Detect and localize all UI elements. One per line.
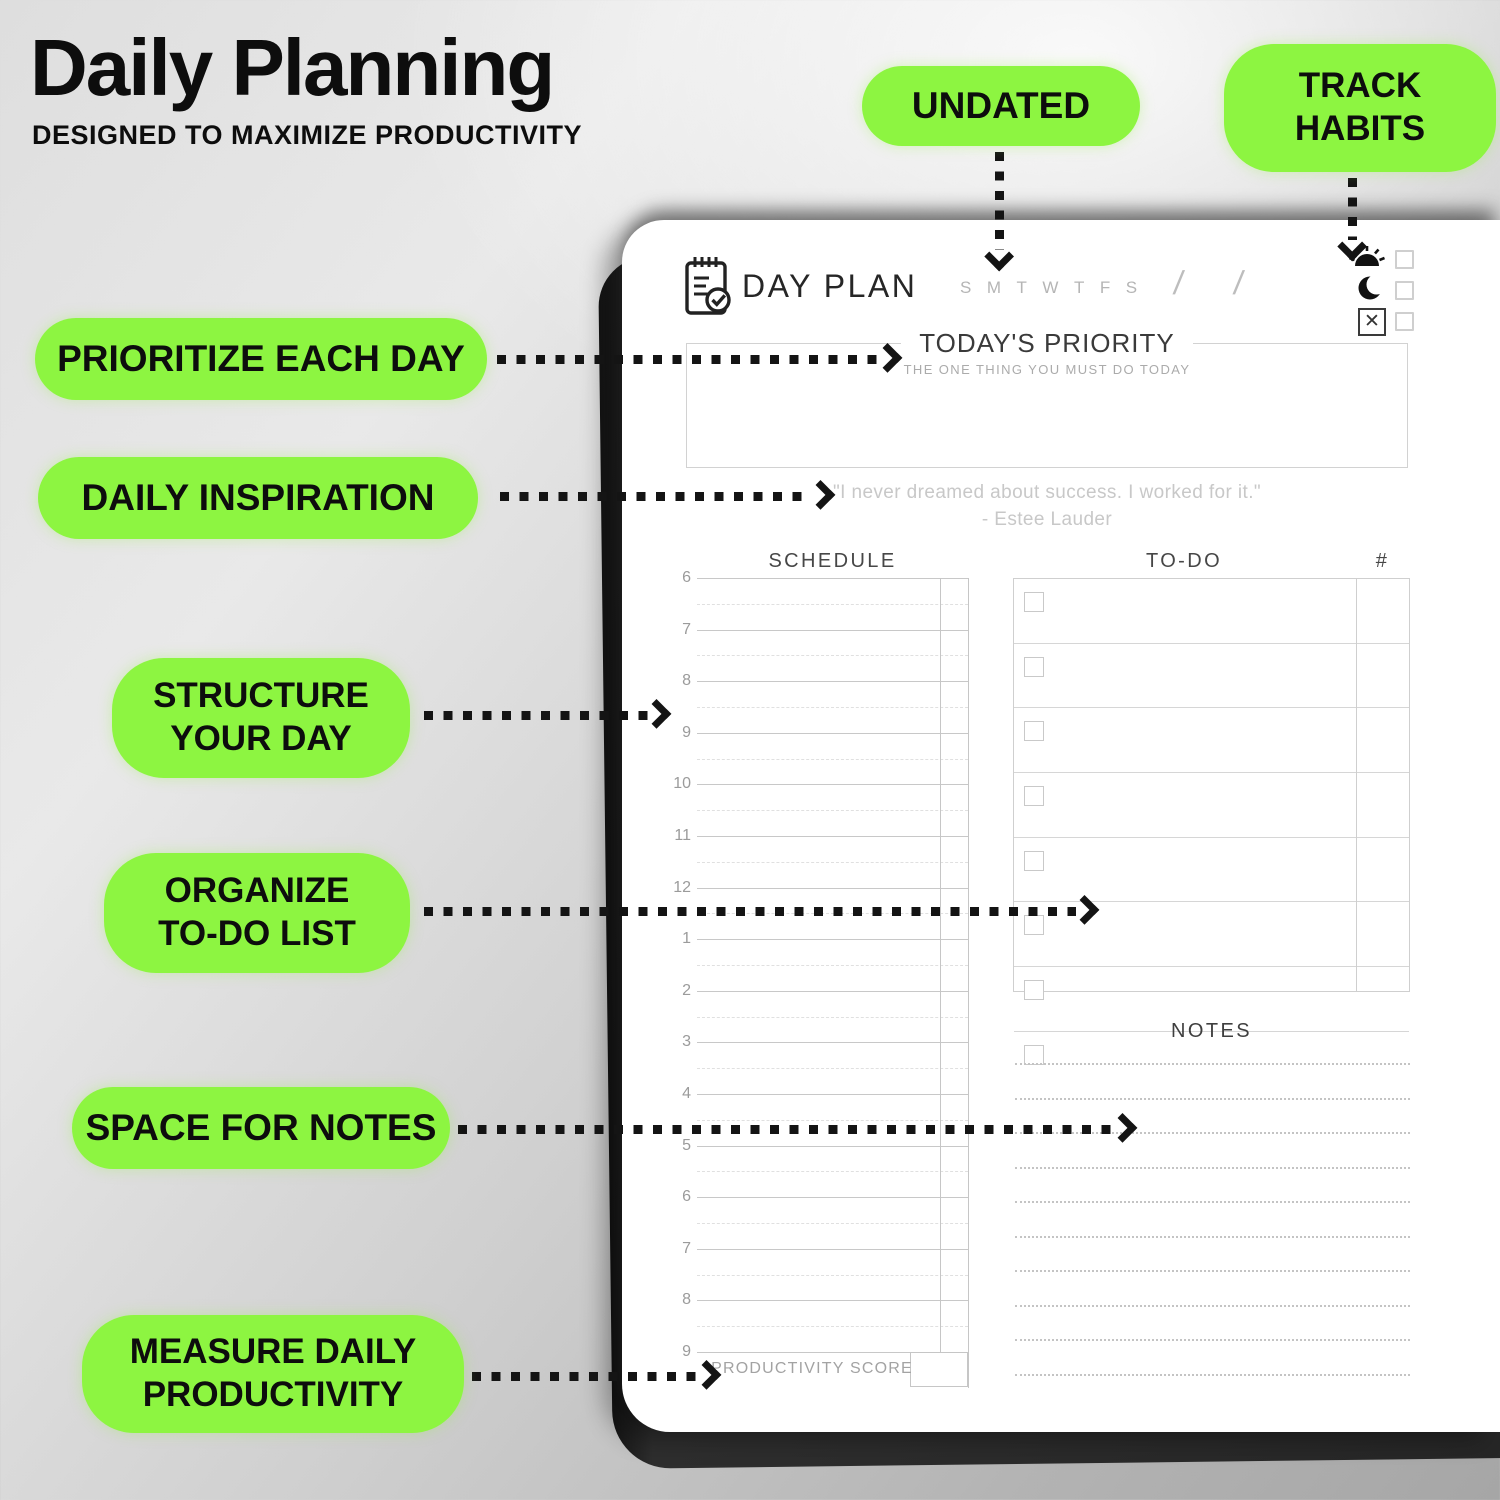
todo-checkbox[interactable] (1024, 721, 1044, 741)
day-letter: M (986, 278, 1002, 297)
hour-label: 10 (673, 775, 691, 793)
hour-label: 12 (673, 878, 691, 896)
day-letter: T (1016, 278, 1028, 297)
track-habits-arrow (1348, 178, 1357, 240)
half-hour-line (697, 862, 968, 863)
undated-arrow (995, 152, 1004, 250)
hour-label: 8 (682, 1291, 691, 1309)
half-hour-line (697, 1068, 968, 1069)
hour-line (697, 1249, 968, 1250)
hour-line (697, 888, 968, 889)
date-slash: / (1171, 264, 1186, 301)
hour-label: 7 (682, 620, 691, 638)
todo-row (1014, 786, 1409, 838)
note-line (1015, 1270, 1410, 1272)
note-line (1015, 1339, 1410, 1341)
todo-row (1014, 592, 1409, 644)
todo-checkbox[interactable] (1024, 786, 1044, 806)
hour-line (697, 784, 968, 785)
hour-line (697, 939, 968, 940)
priority-title: TODAY'S PRIORITY (687, 328, 1407, 359)
todo-table (1013, 578, 1410, 992)
half-hour-line (697, 1017, 968, 1018)
todo-row (1014, 657, 1409, 709)
note-line (1015, 1201, 1410, 1203)
hour-label: 7 (682, 1239, 691, 1257)
hour-line (697, 1042, 968, 1043)
space-notes-arrow (458, 1125, 1114, 1134)
hour-label: 4 (682, 1085, 691, 1102)
todo-checkbox[interactable] (1024, 592, 1044, 612)
measure-arrow (472, 1372, 698, 1381)
half-hour-line (697, 1326, 968, 1327)
productivity-score-label: PRODUCTIVITY SCORE (711, 1360, 913, 1377)
habit-tracker (1334, 244, 1414, 337)
productivity-score-box[interactable] (910, 1352, 968, 1387)
hour-label: 11 (674, 827, 691, 844)
hour-line (697, 1094, 968, 1095)
half-hour-line (697, 965, 968, 966)
half-hour-line (697, 759, 968, 760)
page-subtitle: DESIGNED TO MAXIMIZE PRODUCTIVITY (32, 120, 583, 150)
callout-measure-label: MEASURE DAILY PRODUCTIVITY (129, 1332, 417, 1414)
note-line (1015, 1167, 1410, 1169)
day-letter: S (1125, 278, 1138, 297)
callout-organize (104, 853, 410, 973)
half-hour-line (697, 604, 968, 605)
hour-label: 5 (682, 1136, 691, 1154)
hour-line (697, 733, 968, 734)
prioritize-arrow (497, 355, 879, 364)
callout-prioritize: PRIORITIZE EACH DAY (35, 318, 487, 400)
notes-header: NOTES (1171, 1020, 1252, 1042)
callout-measure (82, 1315, 464, 1433)
daily-quote (686, 482, 1408, 531)
priority-subtitle: THE ONE THING YOU MUST DO TODAY (903, 362, 1191, 377)
hour-line (697, 630, 968, 631)
clipboard-icon (683, 254, 735, 323)
todo-count-header: # (1375, 550, 1390, 572)
half-hour-line (697, 1171, 968, 1172)
todo-checkbox[interactable] (1024, 1045, 1044, 1065)
todo-checkbox[interactable] (1024, 851, 1044, 871)
callout-track-habits-label: TRACK HABITS (1294, 66, 1426, 148)
hour-label: 6 (682, 569, 691, 586)
note-line (1015, 1063, 1410, 1065)
hour-label: 1 (682, 930, 691, 948)
half-hour-line (697, 810, 968, 811)
note-line (1015, 1098, 1410, 1100)
todo-checkbox[interactable] (1024, 980, 1044, 1000)
weekday-letters (960, 278, 1138, 298)
todo-count-divider (1356, 579, 1357, 991)
hour-line (697, 1300, 968, 1301)
schedule-divider-line (940, 578, 941, 1352)
hour-label: 3 (682, 1033, 691, 1051)
habit-checkbox[interactable] (1395, 281, 1414, 300)
callout-structure-label: STRUCTURE YOUR DAY (153, 676, 369, 758)
x-checkbox-icon: ✕ (1358, 308, 1386, 336)
note-line (1015, 1305, 1410, 1307)
callout-organize-label: ORGANIZE TO-DO LIST (158, 871, 356, 953)
half-hour-line (697, 1223, 968, 1224)
half-hour-line (697, 1275, 968, 1276)
todo-row (1014, 1045, 1409, 1097)
hour-label: 9 (682, 1343, 691, 1360)
hour-label: 2 (682, 981, 691, 999)
page-title: Daily Planning (30, 23, 554, 112)
todo-row (1014, 851, 1409, 903)
hour-line (697, 836, 968, 837)
structure-arrow (424, 711, 648, 720)
half-hour-line (697, 707, 968, 708)
callout-track-habits (1224, 44, 1496, 172)
schedule-edge-line (968, 578, 969, 1388)
callout-undated: UNDATED (862, 66, 1140, 146)
day-letter: T (1073, 278, 1085, 297)
note-line (1015, 1374, 1410, 1376)
hour-label: 8 (682, 672, 691, 690)
hour-line (697, 1146, 968, 1147)
hour-line (697, 578, 968, 579)
todo-checkbox[interactable] (1024, 657, 1044, 677)
hour-line (697, 1197, 968, 1198)
half-hour-line (697, 655, 968, 656)
quote-author: - Estee Lauder (981, 509, 1113, 530)
hour-label: 9 (682, 723, 691, 741)
headline-block (30, 23, 583, 151)
todo-checkbox[interactable] (1024, 915, 1044, 935)
note-line (1015, 1236, 1410, 1238)
habit-row-night (1334, 275, 1414, 306)
quote-text: "I never dreamed about success. I worked for it." (832, 482, 1262, 503)
day-letter: W (1042, 278, 1059, 297)
schedule-grid[interactable] (673, 569, 968, 1390)
schedule-header: SCHEDULE (768, 550, 897, 572)
callout-inspiration: DAILY INSPIRATION (38, 457, 478, 539)
inspiration-arrow (500, 492, 812, 501)
todo-row (1014, 915, 1409, 967)
date-slash: / (1231, 264, 1246, 301)
todo-row (1014, 721, 1409, 773)
day-letter: F (1099, 278, 1111, 297)
moon-icon (1358, 274, 1386, 307)
callout-structure (112, 658, 410, 778)
todo-header: TO-DO (1145, 550, 1223, 572)
hour-line (697, 991, 968, 992)
day-letter: S (960, 278, 972, 297)
organize-arrow (424, 907, 1076, 916)
hour-line (697, 681, 968, 682)
half-hour-line (697, 1120, 968, 1121)
planner-page (622, 220, 1500, 1432)
habit-checkbox[interactable] (1395, 250, 1414, 269)
callout-space-notes: SPACE FOR NOTES (72, 1087, 450, 1169)
hour-label: 6 (682, 1188, 691, 1206)
planner-title: DAY PLAN (742, 268, 918, 304)
